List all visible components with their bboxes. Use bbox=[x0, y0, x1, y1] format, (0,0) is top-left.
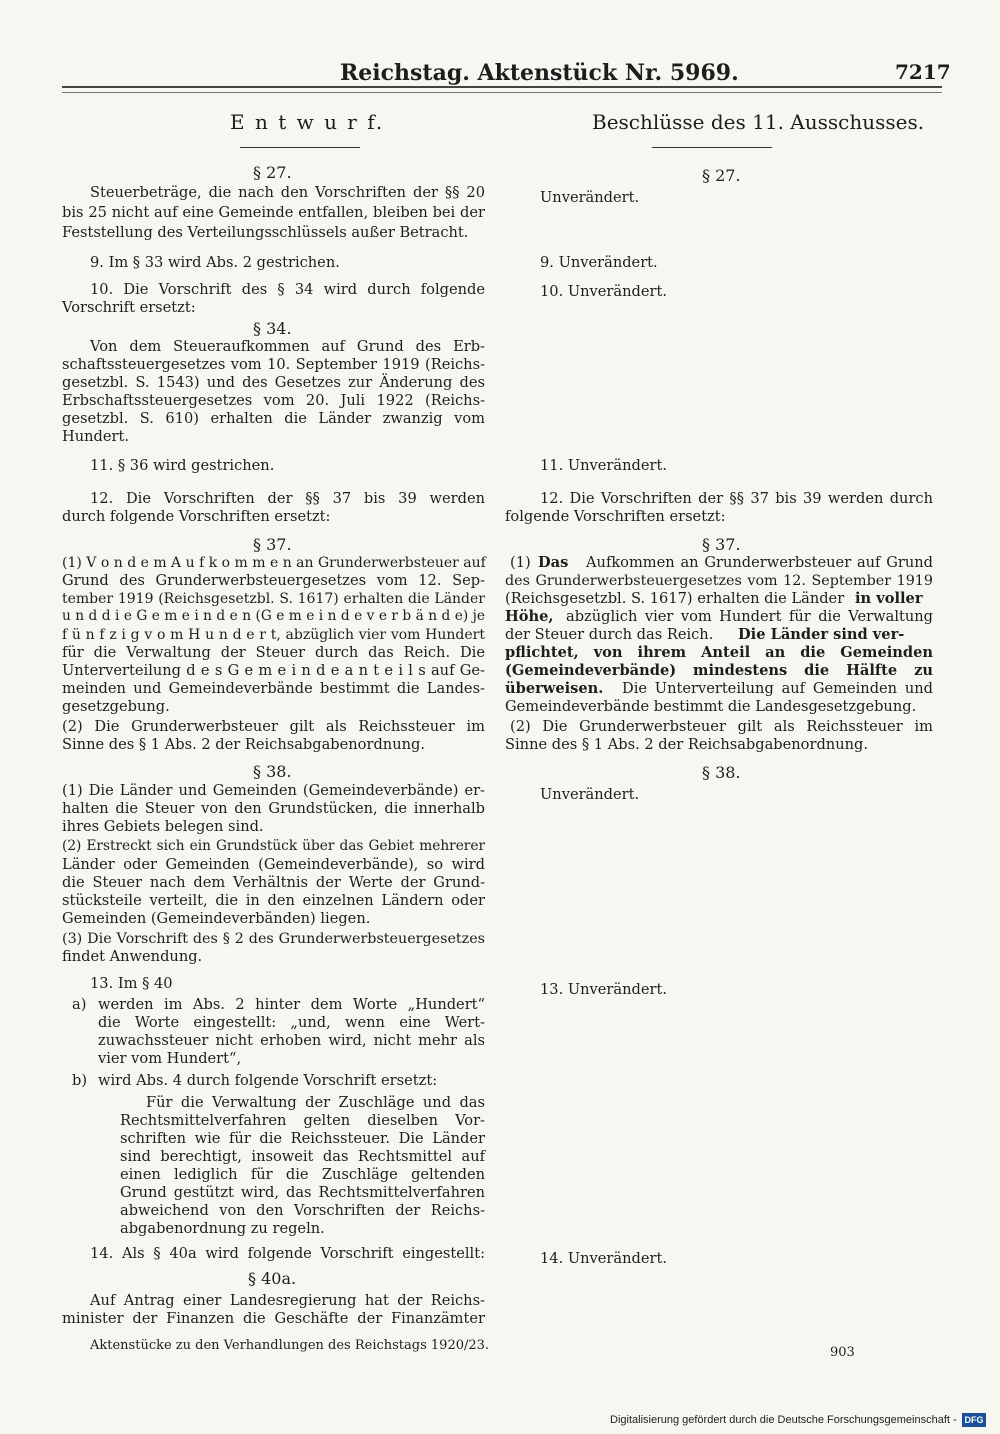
left-line: minister der Finanzen die Geschäfte der Finanzämter bbox=[62, 1310, 485, 1327]
right-line: folgende Vorschriften ersetzt: bbox=[505, 508, 726, 525]
right-line-emphasis: Die Länder sind ver- bbox=[738, 626, 905, 643]
right-line: Gemeindeverbände bestimmt die Landesgesetzgebung. bbox=[505, 698, 917, 715]
left-line: schaftssteuergesetzes vom 10. September 1919 (Reichs- bbox=[62, 356, 485, 373]
left-line: 11. § 36 wird gestrichen. bbox=[90, 457, 275, 474]
right-line-emphasis: überweisen. bbox=[505, 680, 604, 697]
left-line: Gemeinden (Gemeindeverbänden) liegen. bbox=[62, 910, 371, 927]
left-heading-rule bbox=[240, 147, 360, 148]
right-line: 14. Unverändert. bbox=[540, 1250, 667, 1267]
right-line: § 27. bbox=[702, 166, 741, 185]
left-line: Auf Antrag einer Landesregierung hat der Reichs- bbox=[90, 1292, 485, 1309]
left-line: 9. Im § 33 wird Abs. 2 gestrichen. bbox=[90, 254, 340, 271]
left-line: die Worte eingestellt: „und, wenn eine Wert- bbox=[98, 1014, 485, 1031]
left-line: Sinne des § 1 Abs. 2 der Reichsabgabenordnung. bbox=[62, 736, 425, 753]
right-line: 12. Die Vorschriften der §§ 37 bis 39 werden durch bbox=[540, 490, 933, 507]
right-line-emphasis: (Gemeindeverbände) mindestens die Hälfte zu bbox=[505, 662, 933, 679]
left-line: Grund des Grunderwerbsteuergesetzes vom 12. Sep- bbox=[62, 572, 485, 589]
left-line: Grund gestützt wird, das Rechtsmittelverfahren bbox=[120, 1184, 485, 1201]
left-line: § 37. bbox=[253, 535, 292, 554]
left-line: sind berechtigt, insoweit das Rechtsmittel auf bbox=[120, 1148, 485, 1165]
left-line: zuwachssteuer nicht erhoben wird, nicht mehr als bbox=[98, 1032, 485, 1049]
right-line: 13. Unverändert. bbox=[540, 981, 667, 998]
left-line: Vorschrift ersetzt: bbox=[62, 299, 196, 316]
left-line: abweichend von den Vorschriften der Reichs- bbox=[120, 1202, 485, 1219]
right-line-emphasis: Das bbox=[538, 554, 569, 571]
left-line: 14. Als § 40a wird folgende Vorschrift eingestellt: bbox=[90, 1245, 485, 1262]
left-line: für die Verwaltung der Steuer durch das Reich. Die bbox=[62, 644, 485, 661]
left-line: 13. Im § 40 bbox=[90, 975, 173, 992]
left-line: Erbschaftssteuergesetzes vom 20. Juli 1922 (Reichs- bbox=[62, 392, 485, 409]
right-line-emphasis: pflichtet, von ihrem Anteil an die Gemeinden bbox=[505, 644, 933, 661]
left-line: Von dem Steueraufkommen auf Grund des Erb- bbox=[90, 338, 485, 355]
left-line: § 34. bbox=[253, 319, 292, 338]
right-line-emphasis: in voller bbox=[855, 590, 923, 607]
left-line: Rechtsmittelverfahren gelten dieselben Vor- bbox=[120, 1112, 485, 1129]
list-marker: a) bbox=[72, 996, 87, 1013]
page-header-title: Reichstag. Aktenstück Nr. 5969. bbox=[340, 60, 739, 86]
right-line: (1) bbox=[510, 554, 531, 571]
right-line: Sinne des § 1 Abs. 2 der Reichsabgabenordnung. bbox=[505, 736, 868, 753]
header-rule bbox=[62, 86, 942, 93]
left-line: § 40a. bbox=[248, 1269, 297, 1288]
left-line: halten die Steuer von den Grundstücken, die innerhalb bbox=[62, 800, 485, 817]
left-line: § 38. bbox=[253, 762, 292, 781]
left-line: bis 25 nicht auf eine Gemeinde entfallen, bleiben bei der bbox=[62, 204, 485, 221]
left-line: Feststellung des Verteilungsschlüssels außer Betracht. bbox=[62, 224, 469, 241]
left-line: werden im Abs. 2 hinter dem Worte „Hundert“ bbox=[98, 996, 485, 1013]
left-line: (3) Die Vorschrift des § 2 des Grunderwerbsteuergesetzes bbox=[62, 931, 485, 947]
list-marker: b) bbox=[72, 1072, 88, 1089]
left-line: 12. Die Vorschriften der §§ 37 bis 39 werden bbox=[90, 490, 485, 507]
left-line: gesetzbl. S. 610) erhalten die Länder zwanzig vom bbox=[62, 410, 485, 427]
left-line: einen lediglich für die Zuschläge geltenden bbox=[120, 1166, 485, 1183]
left-line: schriften wie für die Reichssteuer. Die Länder bbox=[120, 1130, 485, 1147]
left-line: Steuerbeträge, die nach den Vorschriften der §§ 20 bbox=[90, 184, 485, 201]
left-line: § 27. bbox=[253, 163, 292, 182]
left-line: findet Anwendung. bbox=[62, 948, 203, 965]
left-line: stücksteile verteilt, die in den einzelnen Ländern oder bbox=[62, 892, 485, 909]
left-line: (2) Erstreckt sich ein Grundstück über das Gebiet mehrerer bbox=[62, 838, 485, 854]
right-line: abzüglich vier vom Hundert für die Verwaltung bbox=[566, 608, 933, 625]
right-line: Unverändert. bbox=[540, 189, 640, 206]
left-line: (1) Die Länder und Gemeinden (Gemeindeverbände) er- bbox=[62, 782, 485, 799]
right-line: (Reichsgesetzbl. S. 1617) erhalten die Länder bbox=[505, 590, 845, 607]
right-heading-rule bbox=[652, 147, 772, 148]
left-column-heading: E n t w u r f. bbox=[230, 110, 385, 134]
left-line: wird Abs. 4 durch folgende Vorschrift ersetzt: bbox=[98, 1072, 438, 1089]
left-line: Hundert. bbox=[62, 428, 129, 445]
left-line: ihres Gebiets belegen sind. bbox=[62, 818, 264, 835]
right-line: Unverändert. bbox=[540, 786, 640, 803]
left-line: tember 1919 (Reichsgesetzbl. S. 1617) erhalten die Länder bbox=[62, 591, 485, 607]
right-line: (2) Die Grunderwerbsteuer gilt als Reichssteuer im bbox=[510, 718, 933, 735]
left-line: gesetzbl. S. 1543) und des Gesetzes zur Änderung des bbox=[62, 374, 485, 391]
left-line: gesetzgebung. bbox=[62, 698, 170, 715]
dfg-logo: DFG bbox=[962, 1413, 986, 1427]
digitization-credit: Digitalisierung gefördert durch die Deutsche Forschungsgemeinschaft - bbox=[610, 1414, 957, 1426]
left-line: Unterverteilung d e s G e m e i n d e a n t e i l s auf Ge- bbox=[62, 662, 485, 679]
right-line: des Grunderwerbsteuergesetzes vom 12. September 1919 bbox=[505, 573, 933, 589]
right-line: 11. Unverändert. bbox=[540, 457, 667, 474]
left-line: 10. Die Vorschrift des § 34 wird durch folgende bbox=[90, 281, 485, 298]
left-line: u n d d i e G e m e i n d e n (G e m e i n d e v e r b ä n d e) je bbox=[62, 608, 485, 624]
left-line: (1) V o n d e m A u f k o m m e n an Grunderwerbsteuer auf bbox=[62, 555, 486, 571]
left-line: meinden und Gemeindeverbände bestimmt die Landes- bbox=[62, 680, 485, 697]
right-line-emphasis: Höhe, bbox=[505, 608, 554, 625]
left-line: die Steuer nach dem Verhältnis der Werte der Grund- bbox=[62, 874, 485, 891]
right-line: 9. Unverändert. bbox=[540, 254, 658, 271]
right-line: Die Unterverteilung auf Gemeinden und bbox=[622, 680, 933, 697]
page-number: 7217 bbox=[895, 60, 951, 84]
left-line: durch folgende Vorschriften ersetzt: bbox=[62, 508, 331, 525]
left-line: abgabenordnung zu regeln. bbox=[120, 1220, 325, 1237]
right-line: 10. Unverändert. bbox=[540, 283, 667, 300]
footer-note: Aktenstücke zu den Verhandlungen des Reichstags 1920/23. bbox=[90, 1338, 490, 1353]
right-column-heading: Beschlüsse des 11. Ausschusses. bbox=[592, 110, 925, 134]
left-line: Länder oder Gemeinden (Gemeindeverbände), so wird bbox=[62, 856, 485, 873]
left-line: Für die Verwaltung der Zuschläge und das bbox=[146, 1094, 485, 1111]
left-line: (2) Die Grunderwerbsteuer gilt als Reichssteuer im bbox=[62, 718, 485, 735]
left-line: f ü n f z i g v o m H u n d e r t, abzüglich vier vom Hundert bbox=[62, 627, 485, 643]
right-line: der Steuer durch das Reich. bbox=[505, 626, 714, 643]
right-line: § 38. bbox=[702, 763, 741, 782]
right-line: Aufkommen an Grunderwerbsteuer auf Grund bbox=[586, 554, 933, 571]
left-line: vier vom Hundert“, bbox=[98, 1050, 242, 1067]
sheet-signature: 903 bbox=[830, 1345, 855, 1360]
right-line: § 37. bbox=[702, 535, 741, 554]
